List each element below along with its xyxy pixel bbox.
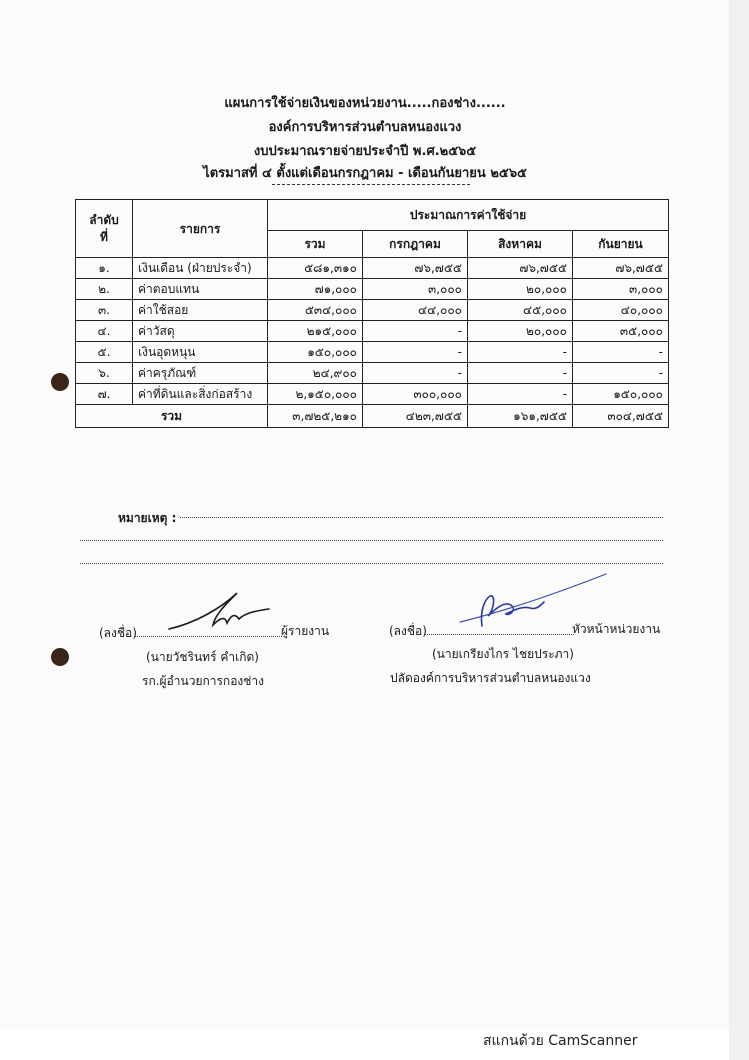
row-item: เงินอุดหนุน bbox=[133, 342, 268, 363]
title-budget-year: งบประมาณรายจ่ายประจำปี พ.ศ.๒๕๖๕ bbox=[253, 144, 477, 159]
sum-august: ๑๖๑,๗๕๕ bbox=[468, 405, 573, 428]
row-no: ๓. bbox=[76, 300, 133, 321]
sum-july: ๔๒๓,๗๕๕ bbox=[363, 405, 468, 428]
table-row bbox=[76, 279, 669, 300]
row-july: ๓๐๐,๐๐๐ bbox=[363, 384, 468, 405]
row-no: ๒. bbox=[76, 279, 133, 300]
row-total: ๕๘๑,๓๑๐ bbox=[268, 258, 363, 279]
camscanner-watermark: สแกนด้วย CamScanner bbox=[483, 1033, 638, 1049]
sum-total: ๓,๗๒๕,๒๑๐ bbox=[268, 405, 363, 428]
row-july: ๗๖,๗๕๕ bbox=[363, 258, 468, 279]
header-august: สิงหาคม bbox=[468, 231, 573, 258]
title-quarter: ไตรมาสที่ ๔ ตั้งแต่เดือนกรกฎาคม - เดือนกันยายน ๒๕๖๕ bbox=[203, 166, 527, 181]
title-organization: องค์การบริหารส่วนตำบลหนองแวง bbox=[268, 120, 462, 135]
row-august: - bbox=[468, 363, 573, 384]
row-september: ๑๕๐,๐๐๐ bbox=[573, 384, 669, 405]
table-row bbox=[76, 342, 669, 363]
punch-hole-bottom bbox=[51, 648, 69, 666]
row-july: - bbox=[363, 363, 468, 384]
budget-table bbox=[75, 199, 669, 428]
row-item: ค่าวัสดุ bbox=[133, 321, 268, 342]
row-september: ๗๖,๗๕๕ bbox=[573, 258, 669, 279]
row-no: ๗. bbox=[76, 384, 133, 405]
table-row bbox=[76, 258, 669, 279]
left-sign-line bbox=[134, 636, 282, 637]
left-signature bbox=[165, 585, 275, 635]
header-no bbox=[76, 200, 133, 258]
row-september: ๔๐,๐๐๐ bbox=[573, 300, 669, 321]
header-total: รวม bbox=[268, 231, 363, 258]
left-sign-role: ผู้รายงาน bbox=[281, 624, 330, 638]
sum-label: รวม bbox=[76, 405, 268, 428]
row-total: ๑๕๐,๐๐๐ bbox=[268, 342, 363, 363]
right-signer-name: (นายเกรียงไกร ไชยประภา) bbox=[432, 647, 574, 661]
row-item: ค่าใช้สอย bbox=[133, 300, 268, 321]
sum-september: ๓๐๔,๗๕๕ bbox=[573, 405, 669, 428]
punch-hole-top bbox=[51, 373, 69, 391]
row-september: ๓,๐๐๐ bbox=[573, 279, 669, 300]
row-september: ๓๕,๐๐๐ bbox=[573, 321, 669, 342]
row-total: ๒,๑๕๐,๐๐๐ bbox=[268, 384, 363, 405]
row-august: ๔๕,๐๐๐ bbox=[468, 300, 573, 321]
left-signer-name: (นายวัชรินทร์ คำเกิด) bbox=[146, 650, 259, 664]
table-sum-row bbox=[76, 405, 669, 428]
row-no: ๑. bbox=[76, 258, 133, 279]
row-item: ค่าตอบแทน bbox=[133, 279, 268, 300]
right-sign-prefix: (ลงชื่อ) bbox=[389, 624, 427, 638]
row-no: ๖. bbox=[76, 363, 133, 384]
row-september: - bbox=[573, 342, 669, 363]
row-item: ค่าครุภัณฑ์ bbox=[133, 363, 268, 384]
row-august: ๗๖,๗๕๕ bbox=[468, 258, 573, 279]
row-no: ๔. bbox=[76, 321, 133, 342]
remark-line-2 bbox=[80, 540, 663, 541]
row-total: ๕๓๔,๐๐๐ bbox=[268, 300, 363, 321]
row-total: ๒๔,๙๐๐ bbox=[268, 363, 363, 384]
left-signer-position: รก.ผู้อำนวยการกองช่าง bbox=[142, 674, 264, 688]
table-row bbox=[76, 300, 669, 321]
row-item: เงินเดือน (ฝ่ายประจำ) bbox=[133, 258, 268, 279]
row-september: - bbox=[573, 363, 669, 384]
row-august: - bbox=[468, 384, 573, 405]
right-sign-line bbox=[424, 634, 574, 635]
header-july: กรกฎาคม bbox=[363, 231, 468, 258]
row-july: - bbox=[363, 321, 468, 342]
table-row bbox=[76, 384, 669, 405]
remark-line-3 bbox=[80, 563, 663, 564]
table-row bbox=[76, 321, 669, 342]
row-august: ๒๐,๐๐๐ bbox=[468, 321, 573, 342]
header-item: รายการ bbox=[133, 200, 268, 258]
row-total: ๒๑๕,๐๐๐ bbox=[268, 321, 363, 342]
row-july: ๓,๐๐๐ bbox=[363, 279, 468, 300]
row-august: ๒๐,๐๐๐ bbox=[468, 279, 573, 300]
row-july: - bbox=[363, 342, 468, 363]
row-july: ๔๔,๐๐๐ bbox=[363, 300, 468, 321]
right-signer-position: ปลัดองค์การบริหารส่วนตำบลหนองแวง bbox=[390, 671, 591, 685]
table-row bbox=[76, 363, 669, 384]
page-edge bbox=[729, 0, 749, 1060]
row-august: - bbox=[468, 342, 573, 363]
remark-label: หมายเหตุ : bbox=[118, 511, 177, 525]
header-no-line2: ที่ bbox=[100, 229, 108, 244]
header-no-line1: ลำดับ bbox=[89, 212, 119, 227]
header-september: กันยายน bbox=[573, 231, 669, 258]
header-estimate: ประมาณการค่าใช้จ่าย bbox=[268, 200, 669, 231]
right-sign-role: หัวหน้าหน่วยงาน bbox=[572, 622, 661, 636]
left-sign-prefix: (ลงชื่อ) bbox=[99, 626, 137, 640]
row-item: ค่าที่ดินและสิ่งก่อสร้าง bbox=[133, 384, 268, 405]
title-unit: แผนการใช้จ่ายเงินของหน่วยงาน.....กองช่าง...... bbox=[224, 96, 506, 111]
row-total: ๗๑,๐๐๐ bbox=[268, 279, 363, 300]
remark-line-1 bbox=[180, 517, 663, 518]
row-no: ๕. bbox=[76, 342, 133, 363]
title-underline bbox=[272, 184, 470, 185]
